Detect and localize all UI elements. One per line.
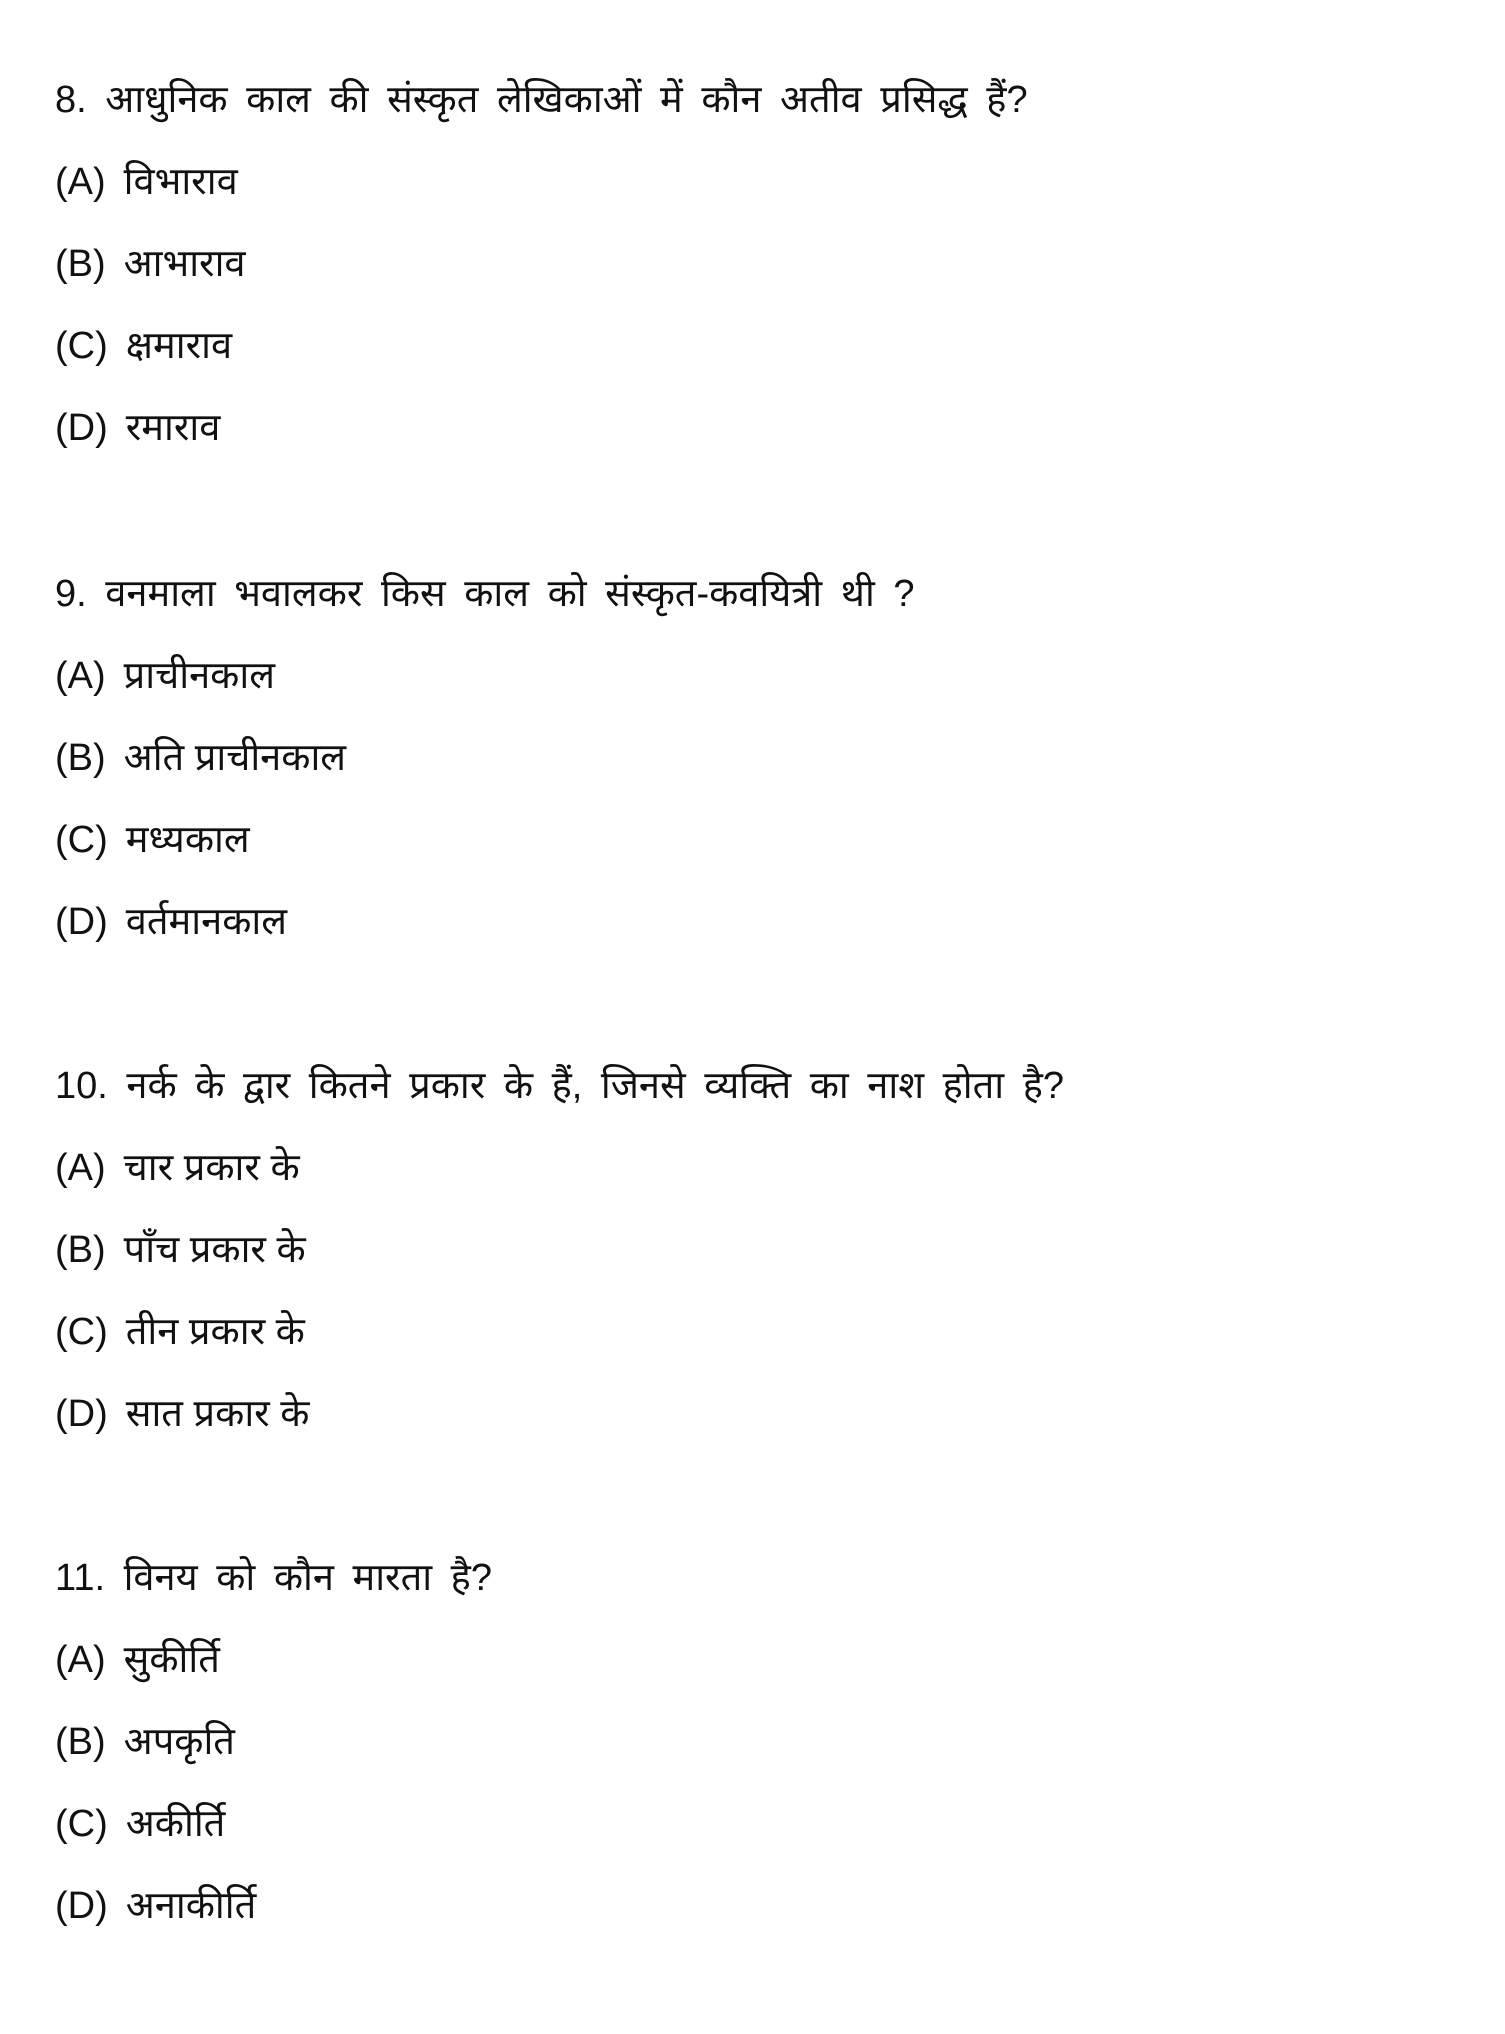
option-text: विभाराव bbox=[123, 161, 238, 203]
answer-option bbox=[55, 1291, 1475, 1373]
option-text: अनाकीर्ति bbox=[125, 1885, 257, 1927]
option-label: (D) bbox=[55, 407, 108, 449]
question-block bbox=[55, 1045, 1475, 1455]
question-block bbox=[55, 59, 1475, 469]
option-text: क्षमाराव bbox=[125, 325, 233, 367]
option-label: (A) bbox=[55, 161, 106, 203]
answer-option bbox=[55, 635, 1475, 717]
answer-option bbox=[55, 1783, 1475, 1865]
option-text: अति प्राचीनकाल bbox=[123, 737, 347, 779]
question-block bbox=[55, 1537, 1475, 1947]
question-text bbox=[55, 59, 1475, 141]
option-label: (B) bbox=[55, 1721, 106, 1763]
answer-option bbox=[55, 1373, 1475, 1455]
option-label: (B) bbox=[55, 1229, 106, 1271]
option-label: (A) bbox=[55, 655, 106, 697]
option-text: पाँच प्रकार के bbox=[123, 1229, 306, 1271]
option-label: (C) bbox=[55, 819, 108, 861]
answer-option bbox=[55, 223, 1475, 305]
answer-option bbox=[55, 881, 1475, 963]
question-number: 8. bbox=[55, 79, 87, 121]
option-text: मध्यकाल bbox=[125, 819, 250, 861]
option-text: वर्तमानकाल bbox=[125, 901, 288, 943]
option-text: चार प्रकार के bbox=[123, 1147, 300, 1189]
option-text: रमाराव bbox=[125, 407, 221, 449]
question-number: 11. bbox=[55, 1557, 106, 1599]
answer-option bbox=[55, 387, 1475, 469]
option-label: (C) bbox=[55, 1311, 108, 1353]
option-label: (B) bbox=[55, 737, 106, 779]
question-number: 10. bbox=[55, 1065, 108, 1107]
question-stem: वनमाला भवालकर किस काल को संस्कृत-कवयित्री थी ? bbox=[105, 573, 915, 615]
option-text: सुकीर्ति bbox=[123, 1639, 220, 1681]
question-stem: नर्क के द्वार कितने प्रकार के हैं, जिनसे व्यक्ति का नाश होता है? bbox=[126, 1065, 1065, 1107]
answer-option bbox=[55, 141, 1475, 223]
answer-option bbox=[55, 1127, 1475, 1209]
question-stem: विनय को कौन मारता है? bbox=[123, 1557, 492, 1599]
option-label: (C) bbox=[55, 1803, 108, 1845]
option-text: तीन प्रकार के bbox=[125, 1311, 305, 1353]
answer-option bbox=[55, 1865, 1475, 1947]
option-label: (B) bbox=[55, 243, 106, 285]
answer-option bbox=[55, 1209, 1475, 1291]
answer-option bbox=[55, 1619, 1475, 1701]
option-label: (D) bbox=[55, 1885, 108, 1927]
question-stem: आधुनिक काल की संस्कृत लेखिकाओं में कौन अतीव प्रसिद्ध हैं? bbox=[105, 79, 1028, 121]
answer-option bbox=[55, 799, 1475, 881]
question-text bbox=[55, 1045, 1475, 1127]
answer-option bbox=[55, 1701, 1475, 1783]
question-text bbox=[55, 1537, 1475, 1619]
option-label: (A) bbox=[55, 1639, 106, 1681]
option-text: अकीर्ति bbox=[125, 1803, 226, 1845]
question-block bbox=[55, 553, 1475, 963]
question-number: 9. bbox=[55, 573, 87, 615]
option-label: (D) bbox=[55, 901, 108, 943]
option-text: अपकृति bbox=[123, 1721, 235, 1763]
option-label: (C) bbox=[55, 325, 108, 367]
answer-option bbox=[55, 305, 1475, 387]
answer-option bbox=[55, 717, 1475, 799]
option-label: (A) bbox=[55, 1147, 106, 1189]
option-text: आभाराव bbox=[123, 243, 246, 285]
option-text: सात प्रकार के bbox=[125, 1393, 310, 1435]
question-text bbox=[55, 553, 1475, 635]
option-text: प्राचीनकाल bbox=[123, 655, 275, 697]
option-label: (D) bbox=[55, 1393, 108, 1435]
